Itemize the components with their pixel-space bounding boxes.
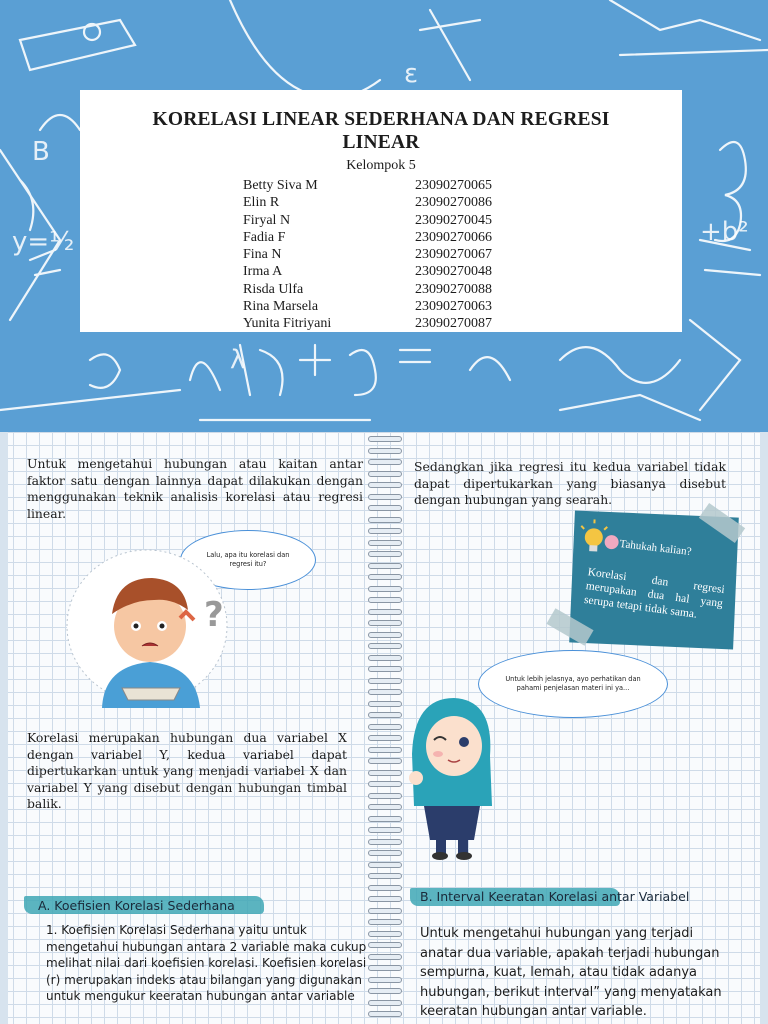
spiral-ring [368, 712, 402, 718]
intro-paragraph: Untuk mengetahui hubungan atau kaitan antar faktor satu dengan lainnya dapat dilakukan dengan menggunakan teknik analisis korelasi atau regresi linear. [27, 456, 363, 521]
spiral-ring [368, 655, 402, 661]
spiral-ring [368, 505, 402, 511]
spiral-ring [368, 678, 402, 684]
spiral-ring [368, 919, 402, 925]
section-b-body: Untuk mengetahui hubungan yang terjadi anatar dua variable, apakah terjadi hubungan sempurna, kuat, lemah, atau tidak adanya hubungan, berikut interval” yang menyatakan keeratan hubungan antar variable. [420, 926, 722, 1020]
member-id: 2309027006​3 [415, 299, 492, 315]
member-name: Firyal N [243, 212, 291, 228]
member-list [243, 177, 543, 333]
svg-text:+b²: +b² [700, 217, 749, 247]
regresi-paragraph: Sedangkan jika regresi itu kedua variabel tidak dapat dipertukarkan yang biasanya disebut dengan hubungan yang searah. [414, 459, 726, 508]
member-id: 2309027004​5 [415, 212, 492, 228]
notebook-spiral [368, 436, 404, 1024]
member-row [243, 246, 543, 263]
spiral-ring [368, 896, 402, 902]
group-label: Kelompok 5 [346, 158, 416, 173]
member-name: Elin R [243, 195, 280, 211]
spiral-ring [368, 724, 402, 730]
member-id: 2309027008​6 [415, 195, 492, 211]
spiral-ring [368, 850, 402, 856]
spiral-ring [368, 977, 402, 983]
member-row [243, 281, 543, 298]
member-row [243, 229, 543, 246]
spiral-ring [368, 770, 402, 776]
spiral-ring [368, 482, 402, 488]
spiral-ring [368, 747, 402, 753]
svg-text:y=½: y=½ [12, 227, 75, 257]
korelasi-paragraph: Korelasi merupakan hubungan dua variabel X dengan variabel Y, kedua variabel dapat dipertukarkan untuk yang menjadi variabel X dan variabel Y yang disebut dengan hubungan timbal balik. [27, 730, 347, 812]
info-card-title: Tahukah kalian? [618, 537, 693, 559]
member-name: Fadia F [243, 229, 286, 245]
member-row [243, 177, 543, 194]
member-id: 2309027006​6 [415, 229, 492, 245]
speech-bubble-explanation-text: Untuk lebih jelasnya, ayo perhatikan dan pahami penjelasan materi ini ya... [505, 675, 641, 692]
spiral-ring [368, 609, 402, 615]
spiral-ring [368, 816, 402, 822]
section-a-body: 1. Koefisien Korelasi Sederhana yaitu untuk mengetahui hubungan antara 2 variable maka cukup melihat nilai dari koefisien korelasi. Koefisien korelasi (r) merupakan indeks atau bilangan yang digunakan untuk mengukur keeratan hubungan antar variable [46, 923, 367, 1004]
member-id: 2309027008​8 [415, 281, 492, 297]
svg-text:ε: ε [404, 59, 419, 89]
svg-text:λ: λ [230, 345, 246, 375]
spiral-ring [368, 873, 402, 879]
spiral-ring [368, 862, 402, 868]
title-card [80, 90, 682, 332]
spiral-ring [368, 643, 402, 649]
spiral-ring [368, 1011, 402, 1017]
spiral-ring [368, 701, 402, 707]
spiral-ring [368, 758, 402, 764]
section-a-heading: A. Koefisien Korelasi Sederhana [38, 898, 235, 913]
spiral-ring [368, 471, 402, 477]
member-id: 2309027006​7 [415, 247, 492, 263]
spiral-ring [368, 436, 402, 442]
spiral-ring [368, 735, 402, 741]
question-mark-icon: ? [204, 595, 224, 635]
spiral-ring [368, 597, 402, 603]
hijab-girl-illustration [404, 694, 500, 860]
spiral-ring [368, 517, 402, 523]
spiral-ring [368, 459, 402, 465]
lightbulb-icon [579, 519, 625, 561]
spiral-ring [368, 689, 402, 695]
member-row [243, 212, 543, 229]
spiral-ring [368, 942, 402, 948]
spiral-ring [368, 574, 402, 580]
confused-boy-illustration [62, 548, 232, 708]
member-name: Risda Ulfa [243, 281, 304, 297]
spiral-ring [368, 1000, 402, 1006]
spiral-ring [368, 528, 402, 534]
member-id: 2309027008​7 [415, 316, 492, 332]
spiral-ring [368, 965, 402, 971]
section-b-heading: B. Interval Keeratan Korelasi antar Variabel [420, 889, 690, 904]
spiral-ring [368, 988, 402, 994]
member-name: Yunita Fitriyani [243, 316, 332, 332]
svg-text:B: B [32, 137, 50, 167]
spiral-ring [368, 551, 402, 557]
spiral-ring [368, 781, 402, 787]
info-card [569, 510, 739, 649]
member-row [243, 298, 543, 315]
spiral-ring [368, 885, 402, 891]
member-row [243, 194, 543, 211]
member-row [243, 315, 543, 332]
member-name: Betty Siva M [243, 178, 318, 193]
spiral-ring [368, 620, 402, 626]
spiral-ring [368, 908, 402, 914]
spiral-ring [368, 494, 402, 500]
member-id: 2309027006​5 [415, 178, 492, 193]
page-edge-right [760, 432, 768, 1024]
spiral-ring [368, 448, 402, 454]
member-name: Fina N [243, 247, 282, 263]
member-row [243, 263, 543, 280]
spiral-ring [368, 931, 402, 937]
spiral-ring [368, 839, 402, 845]
spiral-ring [368, 804, 402, 810]
speech-bubble-question-text: Lalu, apa itu korelasi dan regresi itu? [206, 551, 290, 568]
spiral-ring [368, 793, 402, 799]
speech-bubble-explanation [478, 650, 668, 718]
header-banner [0, 0, 768, 432]
info-card-body: Korelasi dan regresi merupakan dua hal yang serupa tetapi tidak sama. [583, 566, 726, 621]
document-title [80, 108, 682, 154]
spiral-ring [368, 666, 402, 672]
page-edge-left [0, 432, 8, 1024]
spiral-ring [368, 563, 402, 569]
title-line-2: LINEAR [342, 132, 420, 153]
member-name: Irma A [243, 264, 283, 280]
spiral-ring [368, 827, 402, 833]
spiral-ring [368, 540, 402, 546]
spiral-ring [368, 586, 402, 592]
title-line-1: KORELASI LINEAR SEDERHANA DAN REGRESI [152, 109, 610, 130]
spiral-ring [368, 632, 402, 638]
member-id: 2309027004​8 [415, 264, 492, 280]
spiral-ring [368, 954, 402, 960]
member-name: Rina Marsela [243, 299, 319, 315]
